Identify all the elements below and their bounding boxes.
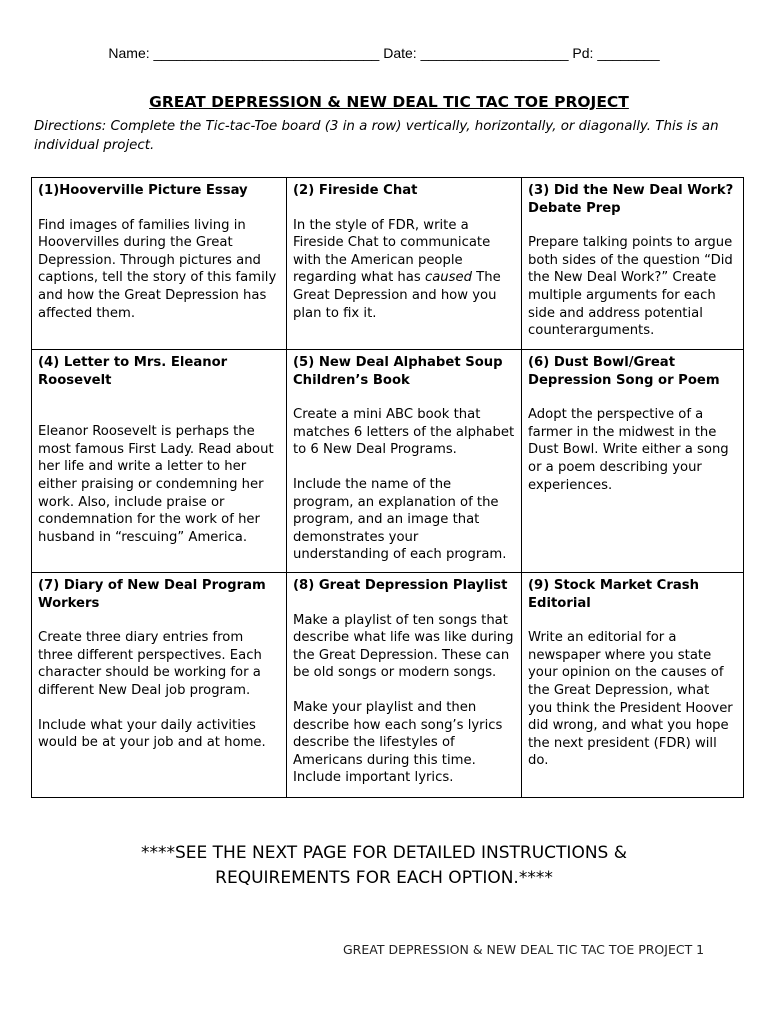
board-cell-8 <box>287 573 522 798</box>
cell-title: (8) Great Depression Playlist <box>293 578 508 593</box>
cell-text: Adopt the perspective of a farmer in the midwest in the Dust Bowl. Write either a song or a poem describing your experiences. <box>528 407 729 493</box>
period-blank: ________ <box>597 45 660 61</box>
next-page-note <box>0 841 768 891</box>
paragraph-gap <box>38 700 280 717</box>
cell-text: Write an editorial for a newspaper where you state your opinion on the causes of the Great Depression, what you think the President Hoover did wrong, and what you hope the next president (FDR) will do. <box>528 630 733 769</box>
cell-title: (7) Diary of New Deal Program Workers <box>38 578 266 611</box>
board-cell-1 <box>32 178 287 350</box>
name-label: Name: <box>108 45 150 61</box>
date-blank: ___________________ <box>420 45 569 61</box>
date-label: Date: <box>383 45 417 61</box>
student-info-line <box>0 45 768 61</box>
board-cell-9 <box>522 573 744 798</box>
board-cell-6 <box>522 350 744 573</box>
board-cell-3 <box>522 178 744 350</box>
cell-title: (2) Fireside Chat <box>293 183 418 198</box>
cell-title: (6) Dust Bowl/Great Depression Song or Poem <box>528 355 720 388</box>
next-page-note-line: REQUIREMENTS FOR EACH OPTION.**** <box>215 868 553 888</box>
tic-tac-toe-board <box>31 177 744 798</box>
cell-text: Create a mini ABC book that matches 6 letters of the alphabet to 6 New Deal Programs. <box>293 407 515 458</box>
cell-title: (1)Hooverville Picture Essay <box>38 183 248 198</box>
cell-title: (4) Letter to Mrs. Eleanor Roosevelt <box>38 355 228 388</box>
paragraph-gap <box>293 459 515 476</box>
board-cell-2 <box>287 178 522 350</box>
cell-text: Prepare talking points to argue both sides of the question “Did the New Deal Work?” Create multiple arguments for each side and address potential counterarguments. <box>528 235 733 339</box>
cell-text-emphasis: caused <box>424 270 472 286</box>
cell-text: Create three diary entries from three different perspectives. Each character should be working for a different New Deal job program. <box>38 630 262 698</box>
cell-text-part: In the style of FDR, write a Fireside Chat to communicate with the American people regarding what has <box>293 217 491 286</box>
cell-title: (3) Did the New Deal Work? Debate Prep <box>528 183 734 216</box>
cell-text: Make a playlist of ten songs that describe what life was like during the Great Depression. These can be old songs or modern songs. <box>293 612 514 681</box>
board-cell-4 <box>32 350 287 573</box>
cell-title: (5) New Deal Alphabet Soup Children’s Book <box>293 355 503 388</box>
directions-text: Directions: Complete the Tic-tac-Toe board (3 in a row) vertically, horizontally, or diagonally. This is an individual project. <box>34 119 719 153</box>
board-cell-7 <box>32 573 287 798</box>
cell-text-part: The Great Depression and how you plan to fix it. <box>293 270 501 321</box>
page-footer: GREAT DEPRESSION & NEW DEAL TIC TAC TOE PROJECT 1 <box>343 942 705 957</box>
name-blank: _____________________________ <box>153 45 380 61</box>
cell-text: Make your playlist and then describe how each song’s lyrics describe the lifestyles of Americans during this time. Include important lyrics. <box>293 699 503 786</box>
board-cell-5 <box>287 350 522 573</box>
next-page-note-line: ****SEE THE NEXT PAGE FOR DETAILED INSTRUCTIONS & <box>141 843 627 863</box>
page-title: GREAT DEPRESSION & NEW DEAL TIC TAC TOE PROJECT <box>149 93 629 111</box>
cell-title: (9) Stock Market Crash Editorial <box>528 578 699 611</box>
cell-text: Include what your daily activities would be at your job and at home. <box>38 717 266 751</box>
period-label: Pd: <box>572 45 594 61</box>
cell-text <box>293 217 515 323</box>
paragraph-gap <box>293 682 515 699</box>
board-row <box>32 178 744 350</box>
cell-text: Eleanor Roosevelt is perhaps the most famous First Lady. Read about her life and write a letter to her either praising or condemning her work. Also, include praise or condemnation for the work of her husband in “rescuing” America. <box>38 424 274 545</box>
board-row <box>32 573 744 798</box>
cell-text: Include the name of the program, an explanation of the program, and an image that demonstrates your understanding of each program. <box>293 476 507 563</box>
cell-text: Find images of families living in Hoovervilles during the Great Depression. Through pictures and captions, tell the story of this family and how the Great Depression has affected them. <box>38 217 277 321</box>
board-row <box>32 350 744 573</box>
